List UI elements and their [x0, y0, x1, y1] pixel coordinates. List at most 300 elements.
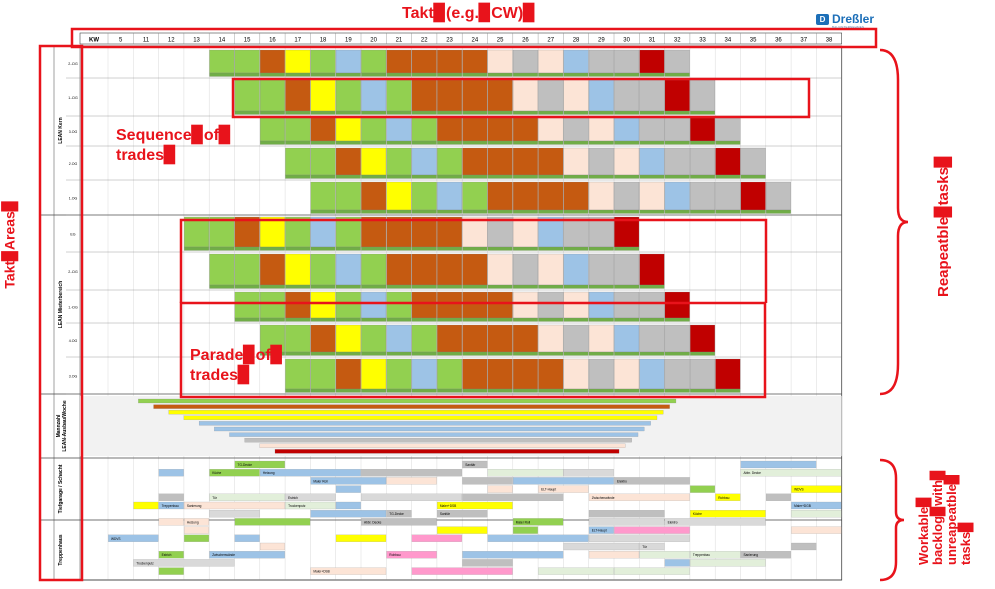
section-label: Treppenhaus — [58, 534, 64, 566]
kern-3og-cell — [716, 118, 741, 141]
kern-3og-cell — [311, 118, 336, 141]
kern-2dg-cell — [640, 50, 665, 73]
kern-2og-count-cell — [387, 175, 412, 179]
mieter-2og-cell — [538, 359, 563, 389]
kern-1og-count-cell — [311, 210, 336, 214]
kern-1dg-count-cell — [412, 111, 437, 115]
backlog-task — [184, 535, 209, 542]
backlog-task-label: Zwischenwände — [591, 495, 615, 500]
week-header-cell: 38 — [825, 37, 833, 44]
mieter-3og-count-cell — [614, 352, 639, 356]
mieter-4og-count-cell — [285, 318, 310, 322]
mieter-3og-count-cell — [538, 352, 563, 356]
mieter-4og-count-cell — [235, 318, 260, 322]
mieter-3og-count-cell — [640, 352, 665, 356]
kern-2og-count-cell — [437, 175, 462, 179]
kern-3og-count-cell — [589, 141, 614, 145]
backlog-task — [690, 559, 765, 566]
kern-2og-cell — [361, 148, 386, 175]
mieter-2dg-count-cell — [412, 247, 437, 251]
annotation-parade — [190, 346, 283, 386]
kern-1dg-cell — [361, 80, 386, 111]
backlog-task — [336, 486, 361, 493]
kern-1og-count-cell — [589, 210, 614, 214]
mieter-3og-count-cell — [690, 352, 715, 356]
annotation-workable-line4: tasks▉ — [958, 521, 973, 565]
mieter-3og-cell — [640, 325, 665, 352]
backlog-task — [336, 502, 361, 509]
kern-1og-cell — [463, 182, 488, 210]
kern-2og-cell — [538, 148, 563, 175]
kern-1og-cell — [361, 182, 386, 210]
kern-1og-count-cell — [614, 210, 639, 214]
backlog-task — [361, 494, 462, 501]
kern-1dg-count-cell — [665, 111, 690, 115]
floor-label: 1.OG — [68, 196, 78, 201]
mieter-4og-count-cell — [564, 318, 589, 322]
backlog-task — [463, 559, 513, 566]
backlog-task-label: ELT-Haupt — [591, 528, 607, 533]
kern-1dg-count-cell — [260, 111, 285, 115]
kern-3og-count-cell — [614, 141, 639, 145]
kern-1og-count-cell — [412, 210, 437, 214]
week-header-cell: 17 — [294, 37, 302, 44]
annotation-sequence — [116, 126, 231, 166]
mieter-1dg-count-cell — [513, 285, 538, 289]
backlog-task — [210, 494, 285, 501]
mieter-4og-count-cell — [361, 318, 386, 322]
mieter-2dg-count-cell — [589, 247, 614, 251]
mieter-4og-cell — [361, 292, 386, 318]
backlog-task — [640, 551, 690, 558]
backlog-task-label: Treppenbau — [692, 553, 710, 558]
kern-3og-count-cell — [412, 141, 437, 145]
kern-2og-cell — [513, 148, 538, 175]
annotation-parade-line1: Parade▉of▉ — [190, 347, 284, 364]
kern-2dg-count-cell — [463, 73, 488, 77]
mieter-3og-count-cell — [589, 352, 614, 356]
mannzahl-bar — [169, 410, 664, 414]
kern-2og-count-cell — [614, 175, 639, 179]
kern-1og-cell — [437, 182, 462, 210]
kern-2og-cell — [285, 148, 310, 175]
kern-1dg-count-cell — [361, 111, 386, 115]
mieter-1dg-count-cell — [235, 285, 260, 289]
backlog-task — [235, 535, 260, 542]
mieter-2dg-count-cell — [184, 247, 209, 251]
mieter-2og-cell — [665, 359, 690, 389]
week-header-cell: 24 — [471, 37, 479, 44]
kern-2og-count-cell — [488, 175, 513, 179]
kern-2og-cell — [741, 148, 766, 175]
backlog-task-label: Estrich — [288, 495, 298, 500]
mannzahl-bar — [260, 444, 626, 448]
mieter-3og-cell — [361, 325, 386, 352]
mieter-2dg-count-cell — [361, 247, 386, 251]
kern-3og-cell — [538, 118, 563, 141]
mieter-1dg-cell — [260, 254, 285, 285]
backlog-task — [159, 494, 184, 501]
mieter-4og-cell — [640, 292, 665, 318]
mieter-2og-count-cell — [589, 389, 614, 393]
kern-3og-cell — [463, 118, 488, 141]
kern-2og-cell — [437, 148, 462, 175]
kern-1og-cell — [614, 182, 639, 210]
backlog-task-label: TG-Decke — [237, 463, 253, 467]
backlog-task — [513, 477, 614, 484]
kern-1dg-cell — [614, 80, 639, 111]
backlog-task — [766, 494, 791, 501]
week-header-cell: 13 — [193, 37, 200, 44]
mieter-4og-cell — [665, 292, 690, 318]
mieter-2dg-count-cell — [210, 247, 235, 251]
backlog-task-label: Abbr. Decke — [364, 520, 382, 525]
mieter-1dg-cell — [538, 254, 563, 285]
mieter-1dg-count-cell — [387, 285, 412, 289]
kern-1dg-count-cell — [311, 111, 336, 115]
kern-2og-count-cell — [412, 175, 437, 179]
kern-2dg-cell — [463, 50, 488, 73]
backlog-task — [463, 494, 564, 501]
week-header-cell: 27 — [547, 37, 555, 44]
mieter-3og-cell — [311, 325, 336, 352]
mieter-1dg-cell — [285, 254, 310, 285]
kern-3og-cell — [564, 118, 589, 141]
annotation-repeatable-tasks: Reapeatble▉tasks▉ — [935, 155, 952, 297]
mieter-3og-count-cell — [285, 352, 310, 356]
kern-3og-count-cell — [716, 141, 741, 145]
backlog-task-label: Tür — [212, 495, 217, 500]
backlog-task — [260, 543, 285, 550]
kern-3og-cell — [437, 118, 462, 141]
kern-2dg-cell — [614, 50, 639, 73]
mieter-3og-cell — [614, 325, 639, 352]
kern-2dg-count-cell — [665, 73, 690, 77]
backlog-task — [589, 510, 664, 517]
mieter-2og-cell — [311, 359, 336, 389]
kern-2dg-cell — [285, 50, 310, 73]
backlog-task — [437, 527, 487, 534]
backlog-task-label: Maler+DSB — [439, 504, 457, 508]
kern-1og-cell — [741, 182, 766, 210]
backlog-task — [134, 502, 159, 509]
kern-2og-count-cell — [538, 175, 563, 179]
kern-2dg-count-cell — [235, 73, 260, 77]
backlog-task — [235, 518, 310, 525]
kern-2dg-cell — [437, 50, 462, 73]
mieter-2dg-count-cell — [463, 247, 488, 251]
backlog-task — [589, 535, 690, 542]
kern-2dg-cell — [311, 50, 336, 73]
annotation-sequence-line2: trades▉ — [116, 147, 177, 164]
kern-1og-count-cell — [488, 210, 513, 214]
mieter-1dg-cell — [463, 254, 488, 285]
mieter-2dg-cell — [463, 217, 488, 247]
annotation-workable-backlog — [917, 427, 973, 565]
kern-3og-cell — [690, 118, 715, 141]
kern-1dg-count-cell — [488, 111, 513, 115]
kern-2og-count-cell — [463, 175, 488, 179]
kern-3og-count-cell — [285, 141, 310, 145]
brace-repeatable — [880, 50, 908, 394]
mieter-2og-count-cell — [716, 389, 741, 393]
kern-1og-cell — [665, 182, 690, 210]
kern-1dg-count-cell — [285, 111, 310, 115]
mieter-3og-cell — [412, 325, 437, 352]
kern-2dg-count-cell — [285, 73, 310, 77]
week-header-cell: 32 — [673, 37, 681, 44]
kern-1og-cell — [766, 182, 791, 210]
mieter-1dg-count-cell — [437, 285, 462, 289]
mieter-2og-cell — [564, 359, 589, 389]
mieter-2og-count-cell — [538, 389, 563, 393]
kern-2og-count-cell — [336, 175, 361, 179]
kern-1og-count-cell — [766, 210, 791, 214]
mieter-4og-count-cell — [260, 318, 285, 322]
mieter-2dg-count-cell — [614, 247, 639, 251]
backlog-task-label: Heizung — [262, 471, 275, 476]
kern-1og-count-cell — [463, 210, 488, 214]
mieter-1dg-cell — [336, 254, 361, 285]
backlog-task-label: WDVS — [111, 536, 121, 541]
mieter-1dg-count-cell — [488, 285, 513, 289]
week-header-cell: 15 — [243, 37, 251, 44]
backlog-task-label: ELT-Haupt — [541, 487, 557, 492]
mannzahl-bar — [199, 421, 651, 425]
mieter-2og-cell — [336, 359, 361, 389]
mieter-2dg-cell — [589, 217, 614, 247]
kern-1og-cell — [589, 182, 614, 210]
mieter-3og-cell — [513, 325, 538, 352]
mieter-2dg-cell — [387, 217, 412, 247]
annotation-parade-line2: trades▉ — [190, 367, 251, 384]
kern-1og-count-cell — [538, 210, 563, 214]
week-header-cell: 5 — [118, 37, 123, 44]
kern-3og-count-cell — [463, 141, 488, 145]
kern-2dg-count-cell — [640, 73, 665, 77]
mieter-4og-count-cell — [589, 318, 614, 322]
backlog-task — [741, 461, 816, 468]
annotation-takt-areas: Takt▉Areas▉ — [1, 200, 18, 289]
kern-2dg-cell — [564, 50, 589, 73]
week-header — [80, 33, 842, 44]
mieter-1dg-count-cell — [336, 285, 361, 289]
mieter-4og-count-cell — [336, 318, 361, 322]
mieter-2og-cell — [690, 359, 715, 389]
kern-1dg-count-cell — [538, 111, 563, 115]
mieter-4og-cell — [412, 292, 437, 318]
kern-2dg-count-cell — [387, 73, 412, 77]
mieter-2dg-cell — [311, 217, 336, 247]
mieter-2og-cell — [488, 359, 513, 389]
mieter-2dg-cell — [184, 217, 209, 247]
week-header-cell: 28 — [572, 37, 580, 44]
kern-2og-cell — [690, 148, 715, 175]
backlog-task-label: Maler Roll — [515, 520, 531, 525]
mieter-1dg-count-cell — [285, 285, 310, 289]
brace-workable — [880, 460, 904, 580]
mieter-4og-cell — [538, 292, 563, 318]
week-header-cell: 16 — [269, 37, 276, 44]
backlog-task — [412, 535, 462, 542]
mieter-4og-cell — [311, 292, 336, 318]
mieter-3og-count-cell — [665, 352, 690, 356]
backlog-task — [463, 551, 564, 558]
mieter-3og-cell — [665, 325, 690, 352]
kern-1og-cell — [513, 182, 538, 210]
mieter-3og-count-cell — [311, 352, 336, 356]
mieter-2og-count-cell — [690, 389, 715, 393]
mieter-4og-count-cell — [665, 318, 690, 322]
kern-1dg-count-cell — [690, 111, 715, 115]
backlog-task — [690, 486, 715, 493]
mannzahl-bar — [275, 449, 619, 453]
kern-1og-cell — [387, 182, 412, 210]
section-label-mannzahl-2: LEAN-Ausbau/Woche — [62, 400, 68, 452]
kern-2og-cell — [311, 148, 336, 175]
kern-2dg-count-cell — [260, 73, 285, 77]
week-header-cell: 21 — [395, 37, 403, 44]
kern-1og-cell — [564, 182, 589, 210]
mieter-4og-count-cell — [538, 318, 563, 322]
mieter-2og-cell — [285, 359, 310, 389]
kern-1dg-count-cell — [336, 111, 361, 115]
kern-2dg-count-cell — [538, 73, 563, 77]
kern-1dg-count-cell — [640, 111, 665, 115]
kern-2dg-cell — [387, 50, 412, 73]
kern-3og-cell — [387, 118, 412, 141]
mieter-1dg-count-cell — [564, 285, 589, 289]
week-header-cell: 33 — [699, 37, 706, 44]
kern-1dg-cell — [235, 80, 260, 111]
kern-3og-count-cell — [538, 141, 563, 145]
mannzahl-bar — [214, 427, 644, 431]
kern-2og-count-cell — [564, 175, 589, 179]
backlog-task-label: TG-Decke — [389, 512, 404, 517]
backlog-task — [589, 551, 639, 558]
backlog-task — [564, 543, 639, 550]
mieter-2dg-cell — [210, 217, 235, 247]
kern-2dg-cell — [260, 50, 285, 73]
mieter-2og-count-cell — [665, 389, 690, 393]
mannzahl-bar — [154, 405, 670, 409]
mieter-3og-cell — [437, 325, 462, 352]
kern-1dg-count-cell — [387, 111, 412, 115]
kern-2og-count-cell — [285, 175, 310, 179]
kern-3og-count-cell — [336, 141, 361, 145]
mieter-2dg-count-cell — [285, 247, 310, 251]
mieter-2dg-cell — [412, 217, 437, 247]
kern-2dg-count-cell — [336, 73, 361, 77]
kern-2og-count-cell — [311, 175, 336, 179]
mieter-3og-cell — [538, 325, 563, 352]
mieter-4og-count-cell — [437, 318, 462, 322]
kern-3og-count-cell — [387, 141, 412, 145]
kern-1dg-cell — [640, 80, 665, 111]
kern-1dg-cell — [513, 80, 538, 111]
annotation-workable-line3: unreapeatble▉ — [944, 474, 959, 565]
kern-1dg-cell — [665, 80, 690, 111]
mieter-1dg-count-cell — [463, 285, 488, 289]
kern-2og-cell — [336, 148, 361, 175]
backlog-task-label: Trockenputz — [288, 504, 306, 508]
week-header-cell: 37 — [800, 37, 808, 44]
kern-2og-cell — [589, 148, 614, 175]
annotation-workable-line2: backlog▉with▉ — [930, 469, 945, 565]
mieter-1dg-count-cell — [311, 285, 336, 289]
mannzahl-bar — [184, 416, 657, 420]
kern-1dg-count-cell — [235, 111, 260, 115]
mieter-4og-count-cell — [387, 318, 412, 322]
mieter-1dg-cell — [437, 254, 462, 285]
mieter-2og-cell — [513, 359, 538, 389]
backlog-task-label: WDVS — [794, 487, 804, 492]
mieter-3og-cell — [589, 325, 614, 352]
backlog-task — [184, 527, 209, 534]
kern-2og-cell — [716, 148, 741, 175]
kern-1dg-count-cell — [564, 111, 589, 115]
week-header-cell: 14 — [218, 37, 226, 44]
backlog-task — [614, 527, 689, 534]
mieter-2dg-count-cell — [336, 247, 361, 251]
mieter-1dg-cell — [412, 254, 437, 285]
kern-2og-count-cell — [361, 175, 386, 179]
week-header-cell: 35 — [749, 37, 757, 44]
backlog-task-label: Trockenputz — [136, 561, 154, 566]
floor-label: 3.OG — [68, 374, 78, 379]
kern-2og-cell — [463, 148, 488, 175]
mieter-4og-cell — [564, 292, 589, 318]
mannzahl-bar — [245, 438, 632, 442]
kern-1dg-count-cell — [437, 111, 462, 115]
mieter-4og-cell — [235, 292, 260, 318]
kern-2og-count-cell — [690, 175, 715, 179]
backlog-task — [336, 535, 386, 542]
floor-label: 1.-DG — [68, 305, 78, 310]
mieter-3og-count-cell — [564, 352, 589, 356]
mieter-4og-count-cell — [488, 318, 513, 322]
kern-3og-count-cell — [437, 141, 462, 145]
mieter-3og-cell — [690, 325, 715, 352]
mieter-2og-count-cell — [285, 389, 310, 393]
backlog-task — [488, 535, 589, 542]
mieter-1dg-count-cell — [614, 285, 639, 289]
kern-1dg-cell — [285, 80, 310, 111]
mieter-3og-cell — [488, 325, 513, 352]
mieter-3og-count-cell — [437, 352, 462, 356]
mieter-3og-count-cell — [336, 352, 361, 356]
mieter-2dg-cell — [564, 217, 589, 247]
mieter-4og-cell — [387, 292, 412, 318]
logo-name: Dreßler — [832, 12, 875, 26]
mieter-1dg-cell — [235, 254, 260, 285]
kern-2og-count-cell — [513, 175, 538, 179]
mieter-1dg-cell — [361, 254, 386, 285]
mieter-3og-count-cell — [387, 352, 412, 356]
mieter-1dg-count-cell — [260, 285, 285, 289]
mieter-1dg-count-cell — [640, 285, 665, 289]
mieter-2og-cell — [412, 359, 437, 389]
floor-label: 1.-DG — [68, 96, 78, 100]
backlog-task — [564, 469, 614, 476]
kern-1og-cell — [716, 182, 741, 210]
backlog-task-label: Elektro — [667, 520, 678, 525]
mieter-2dg-cell — [513, 217, 538, 247]
annotation-sequence-line1: Sequence▉of▉ — [116, 127, 232, 144]
backlog-task — [159, 469, 184, 476]
backlog-task-label: Sanitär — [439, 512, 451, 517]
mieter-2og-count-cell — [311, 389, 336, 393]
